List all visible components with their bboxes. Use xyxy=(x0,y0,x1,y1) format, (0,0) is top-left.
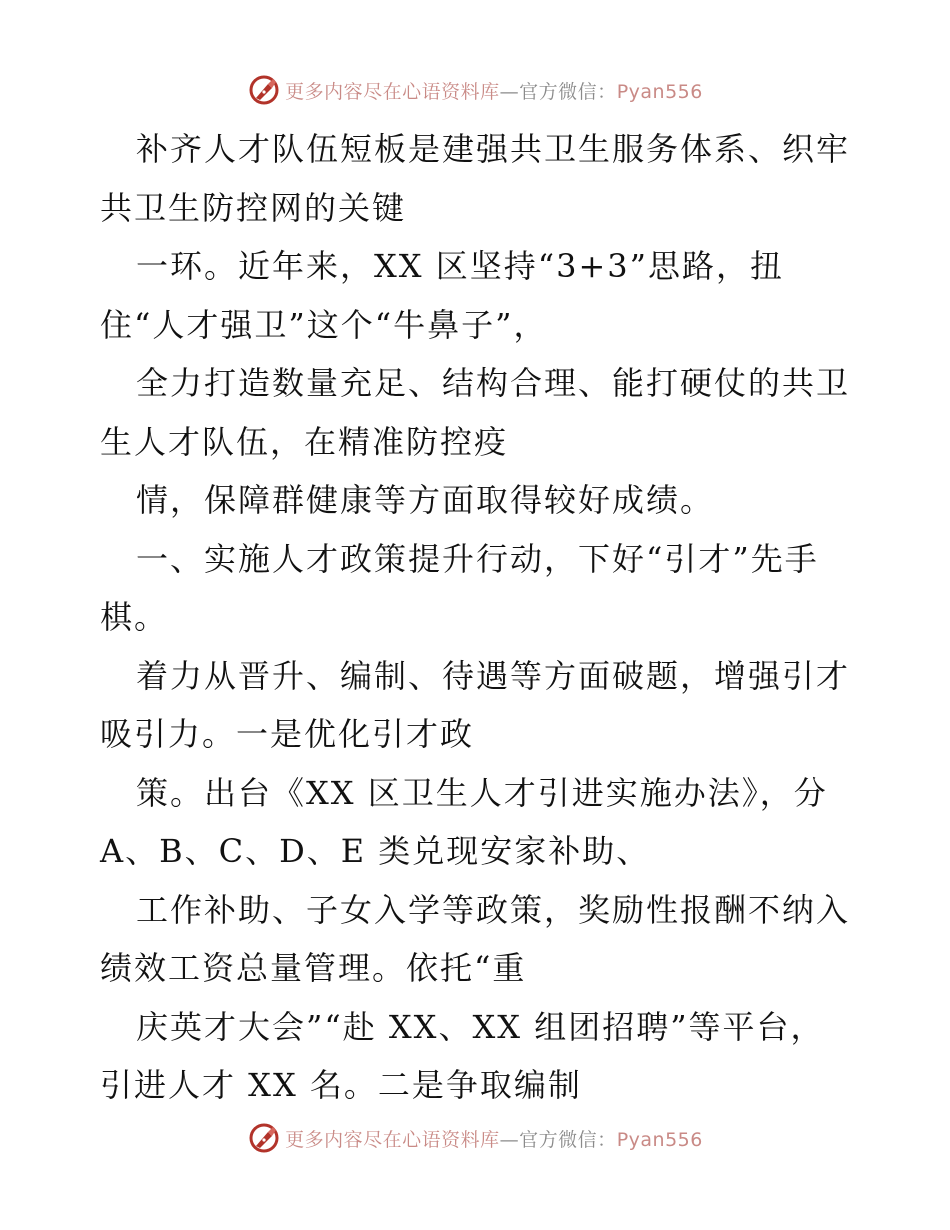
body-text-line: 庆英才大会”“赴 XX、XX 组团招聘”等平台， xyxy=(136,1007,825,1046)
body-text-line: 绩效工资总量管理。依托“重 xyxy=(100,949,527,987)
header-banner xyxy=(0,72,950,108)
banner-wechat-label: 官方微信： xyxy=(519,80,617,103)
banner-text xyxy=(285,1125,703,1152)
footer-banner xyxy=(0,1120,950,1156)
body-text-line: A、B、C、D、E 类兑现安家补助、 xyxy=(100,832,651,870)
body-text-line: 引进人才 XX 名。二是争取编制 xyxy=(100,1066,582,1104)
body-text-line: 生人才队伍，在精准防控疫 xyxy=(100,422,509,461)
banner-text xyxy=(285,77,703,104)
banner-site-text: 更多内容尽在心语资料库 xyxy=(285,80,500,103)
banner-wechat-label: 官方微信： xyxy=(519,1128,617,1151)
banner-wechat-id: Pyan556 xyxy=(616,1128,703,1151)
body-text-line: 一、实施人才政策提升行动，下好“引才”先手 xyxy=(136,539,819,578)
body-text-line: 策。出台《XX 区卫生人才引进实施办法》，分 xyxy=(136,773,828,812)
body-text-line: 着力从晋升、编制、待遇等方面破题，增强引才 xyxy=(136,656,851,695)
pen-nib-logo-icon xyxy=(247,73,281,107)
body-text-line: 情，保障群健康等方面取得较好成绩。 xyxy=(136,481,715,519)
body-text-line: 工作补助、子女入学等政策，奖励性报酬不纳入 xyxy=(136,890,851,929)
banner-separator: — xyxy=(499,1128,520,1151)
body-text-line: 补齐人才队伍短板是建强共卫生服务体系、织牢 xyxy=(136,130,851,168)
body-text-line: 全力打造数量充足、结构合理、能打硬仗的共卫 xyxy=(136,364,851,402)
body-text-line: 住“人才强卫”这个“牛鼻子”， xyxy=(100,305,548,344)
body-text-line: 棋。 xyxy=(100,598,169,636)
pen-nib-logo-icon xyxy=(247,1121,281,1155)
banner-wechat-id: Pyan556 xyxy=(616,80,703,103)
body-text-line: 共卫生防控网的关键 xyxy=(100,188,407,227)
body-text-line: 一环。近年来，XX 区坚持“3+3”思路，扭 xyxy=(136,247,784,285)
banner-site-text: 更多内容尽在心语资料库 xyxy=(285,1128,500,1151)
document-body xyxy=(100,120,860,1115)
banner-separator: — xyxy=(499,80,520,103)
body-text-line: 吸引力。一是优化引才政 xyxy=(100,715,475,753)
